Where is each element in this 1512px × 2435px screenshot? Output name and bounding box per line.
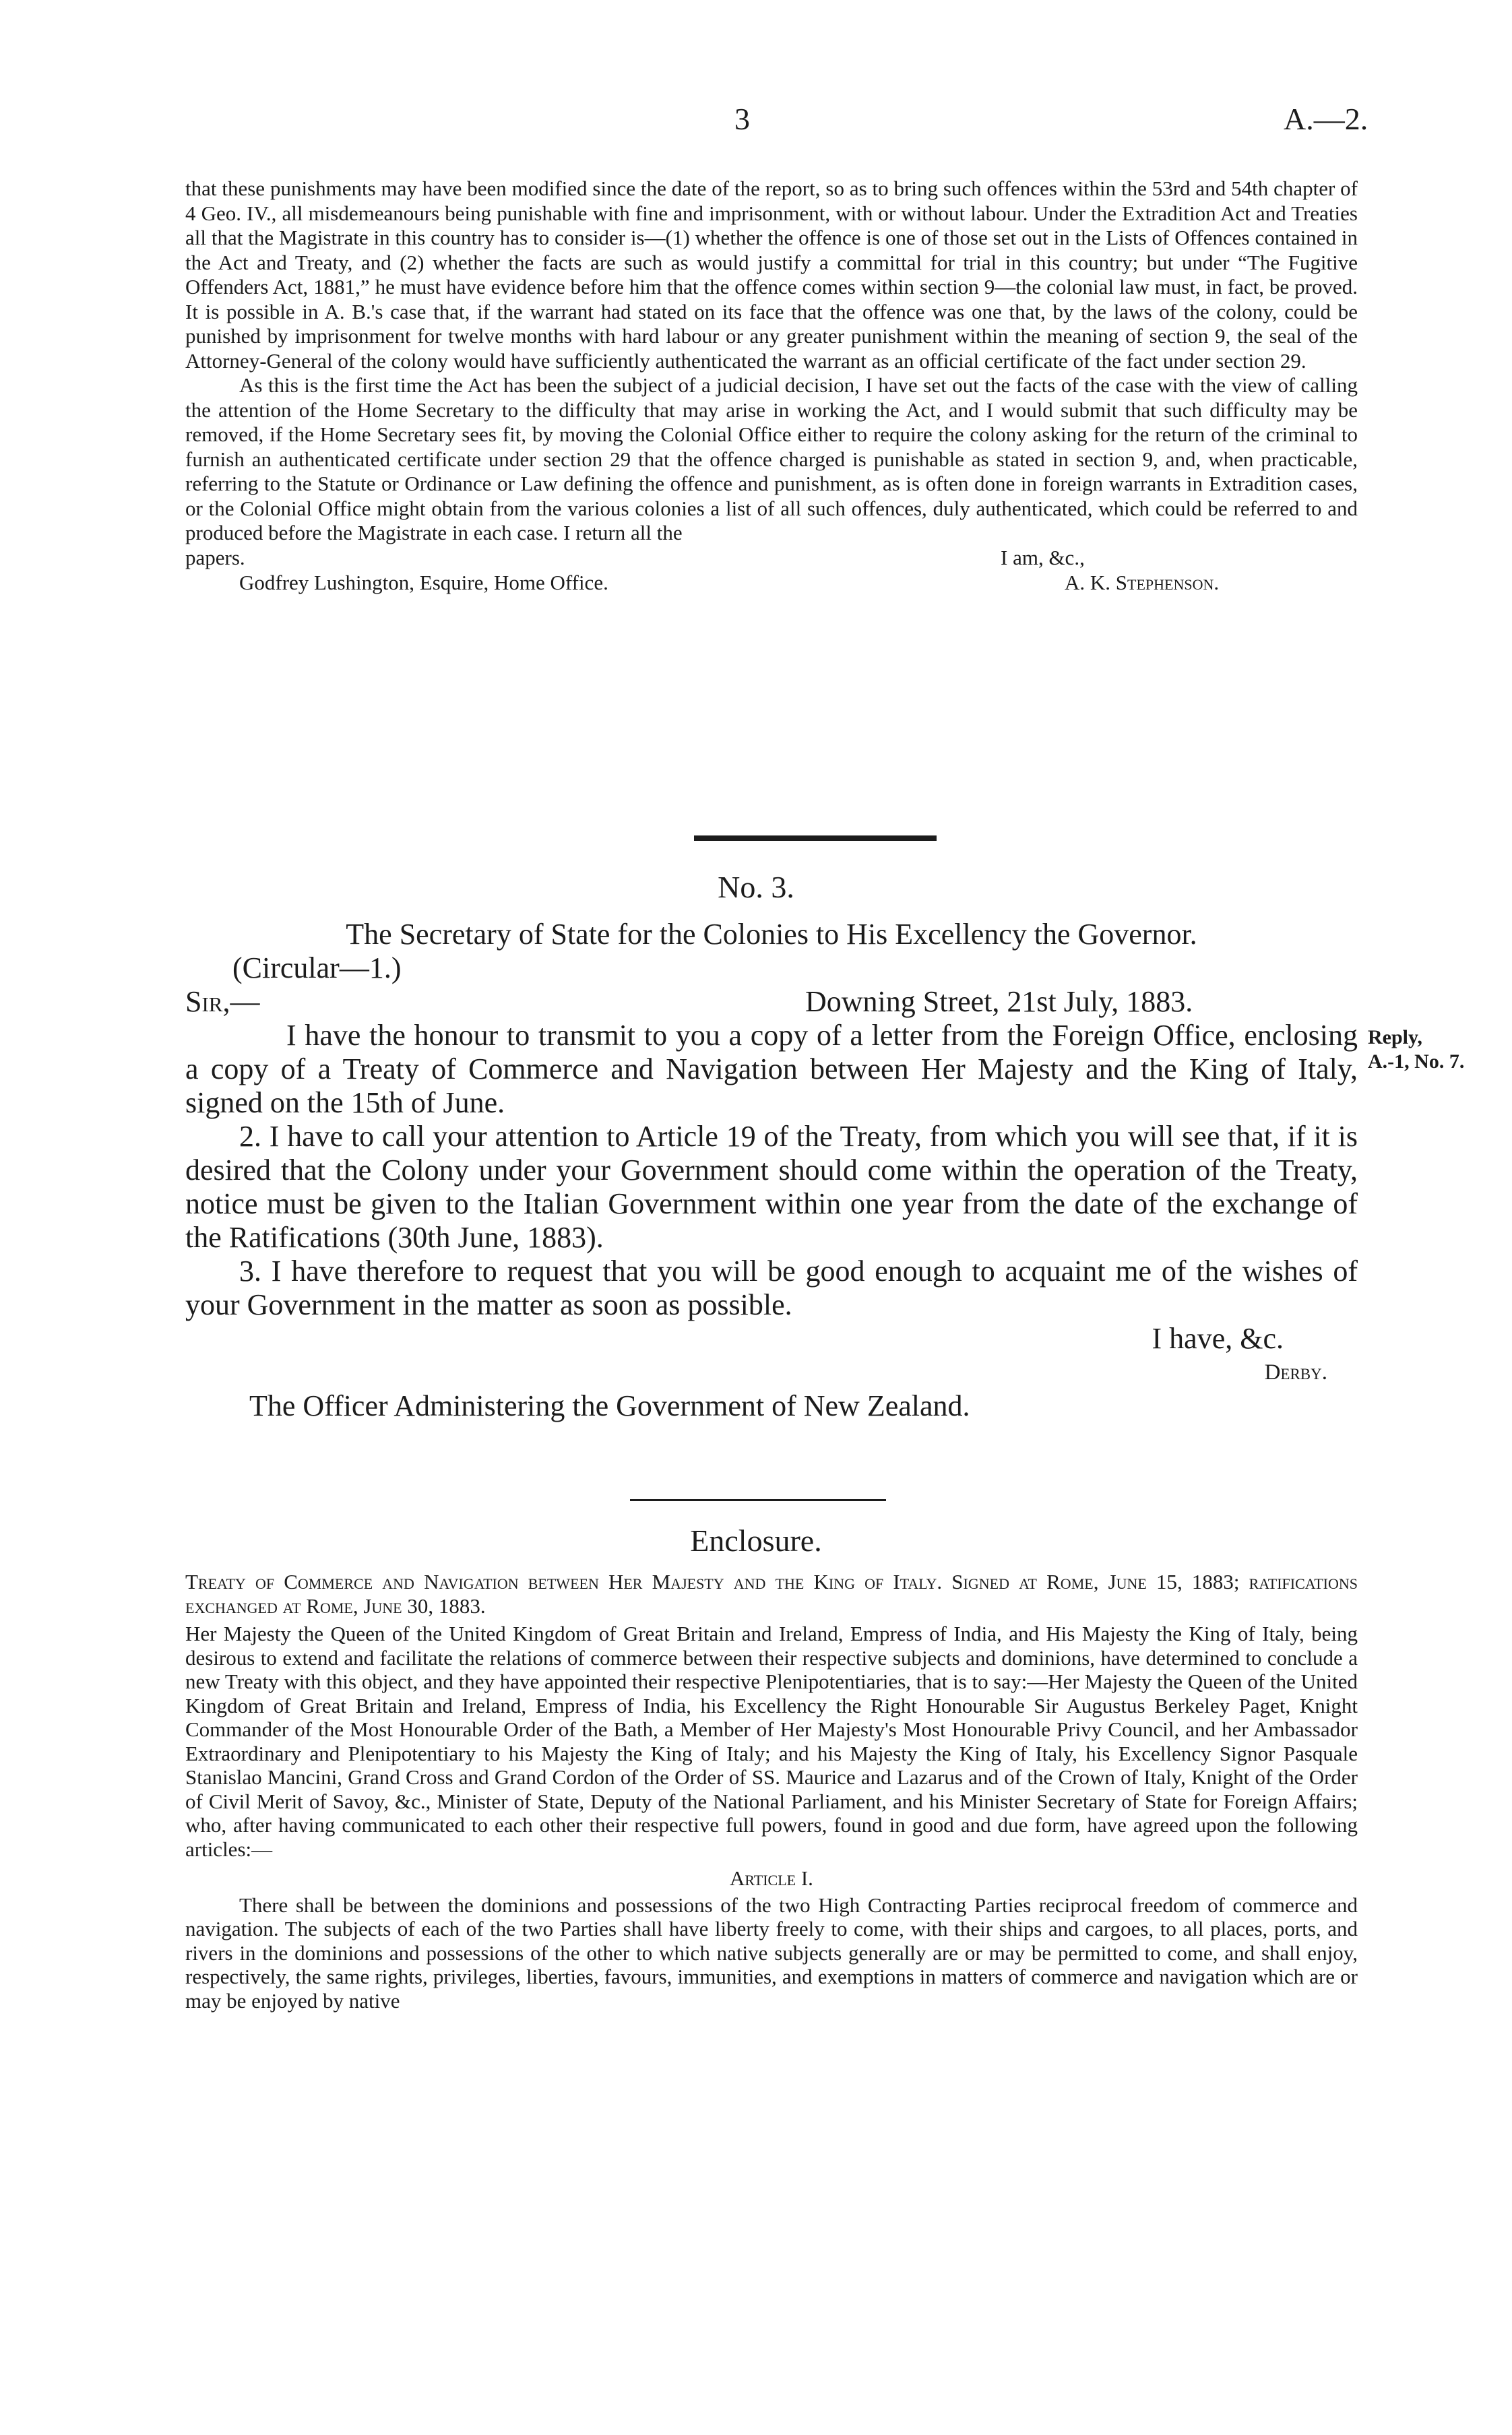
no3-letter [185,918,1358,1423]
no3-addressee: The Officer Administering the Government of New Zealand. [249,1389,970,1422]
no3-salutation: Sir,— [185,985,260,1018]
letter-addressee: Godfrey Lushington, Esquire, Home Office. [239,570,608,594]
article-heading: Article I. [730,1866,813,1890]
enclosure-subtitle: Treaty of Commerce and Navigation between Her Majesty and the King of Italy. Signed at Rome, June 15, 1883; ratifications exchanged at Rome, June 30, 1883. [185,1570,1358,1618]
no3-date: Downing Street, 21st July, 1883. [805,985,1193,1018]
no3-heading: No. 3. [718,870,794,904]
no3-signatory: Derby. [1264,1360,1327,1385]
no3-paragraph-2: 2. I have to call your attention to Article 19 of the Treaty, from which you will see that, if it is desired that the Colony under your Government should come within the operation of the Treaty, notice must be given to the Italian Government within one year from the date of the exchange of the Ratifications (30th June, 1883). [185,1120,1358,1254]
no3-paragraph-3: 3. I have therefore to request that you will be good enough to acquaint me of the wishes of your Government in the matter as soon as possible. [185,1255,1358,1321]
enclosure-body [185,1570,1358,2013]
enclosure-preamble: Her Majesty the Queen of the United Kingdom of Great Britain and Ireland, Empress of India, and His Majesty the King of Italy, being desirous to extend and facilitate the relations of commerce between their respective subjects and dominions, have determined to conclude a new Treaty with this object, and they have appointed their respective Plenipotentiaries, that is to say:—Her Majesty the Queen of the United Kingdom of Great Britain and Ireland, Empress of India, his Excellency the Right Honourable Sir Augustus Berkeley Paget, Knight Commander of the Most Honourable Order of the Bath, a Member of Her Majesty's Most Honourable Privy Council, and her Ambassador Extraordinary and Plenipotentiary to his Majesty the King of Italy; and his Majesty the King of Italy, his Excellency Signor Pasquale Stanislao Mancini, Grand Cross and Grand Cordon of the Order of SS. Maurice and Lazarus and of the Crown of Italy, Knight of the Order of Civil Merit of Savoy, &c., Minister of State, Deputy of the National Parliament, and his Minister Secretary of State for Foreign Affairs; who, after having communicated to each other their respective full powers, found in good and due form, have agreed upon the following articles:— [185,1622,1358,1861]
no3-paragraph-1: I have the honour to transmit to you a copy of a letter from the Foreign Office, enclosing a copy of a Treaty of Commerce and Navigation between Her Majesty and the King of Italy, signed on the 15th of June. [185,1019,1358,1119]
no3-circular: (Circular—1.) [232,951,402,984]
margin-note [1368,1025,1509,1074]
signoff-closing: I am, &c., [1001,545,1085,569]
letter-signatory: A. K. Stephenson. [1065,570,1220,594]
letter-paragraph-2: As this is the first time the Act has been the subject of a judicial decision, I have set out the facts of the case with the view of calling the attention of the Home Secretary to the difficulty that may arise in working the Act, and I would submit that such difficulty may be removed, if the Home Secretary sees fit, by moving the Colonial Office either to require the colony asking for the return of the criminal to furnish an authenticated certificate under section 29 that the offence charged is punishable as stated in section 9, and, when practicable, referring to the Statute or Ordinance or Law defining the offence and punishment, as is often done in foreign warrants in Extradition cases, or the Colonial Office might obtain from the various colonies a list of all such offences, duly authenticated, which could be referred to and produced before the Magistrate in each case. I return all the [185,373,1358,544]
letter-signature-row [185,571,1358,596]
no3-salutation-row [185,985,1358,1019]
letter-signoff [185,546,1358,571]
enclosure-heading: Enclosure. [690,1523,822,1558]
section-divider-thick [694,835,937,841]
letter-paragraph-1: that these punishments may have been modified since the date of the report, so as to bring such offences within the 53rd and 54th chapter of 4 Geo. IV., all misdemeanours being punishable with fine and imprisonment, with or without labour. Under the Extradition Act and Treaties all that the Magistrate in this country has to consider is—(1) whether the offence is one of those set out in the Lists of Offences contained in the Act and Treaty, and (2) whether the facts are such as would justify a committal for trial in this country; but under “The Fugitive Offenders Act, 1881,” he must have evidence before him that the offence comes within section 9—the colonial law must, in fact, be proved. It is possible in A. B.'s case that, if the warrant had stated on its face that the offence was one that, by the laws of the colony, could be punished by imprisonment for twelve months with hard labour or any greater punishment within the meaning of section 9, the seal of the Attorney-General of the colony would have sufficiently authenticated the warrant as an official certificate of the fact under section 29. [185,177,1358,373]
margin-note-reply: Reply, [1368,1026,1422,1048]
no3-title: The Secretary of State for the Colonies to His Excellency the Governor. [346,918,1197,951]
page-number: 3 [734,102,750,136]
signoff-papers: papers. [185,545,245,569]
document-reference: A.—2. [1284,102,1368,136]
article-1-text: There shall be between the dominions and possessions of the two High Contracting Parties reciprocal freedom of commerce and navigation. The subjects of each of the two Parties shall have liberty freely to come, with their ships and cargoes, to all places, ports, and rivers in the dominions and possessions of the other to which native subjects generally are or may be permitted to come, and shall enjoy, respectively, the same rights, privileges, liberties, favours, immunities, and exemptions in matters of commerce and navigation which are or may be enjoyed by native [185,1893,1358,2013]
no3-closing: I have, &c. [1152,1322,1284,1355]
margin-note-ref: A.-1, No. 7. [1368,1050,1465,1073]
page-header [0,101,1512,141]
section-divider-thin [630,1499,886,1501]
letter-continuation [185,177,1358,596]
